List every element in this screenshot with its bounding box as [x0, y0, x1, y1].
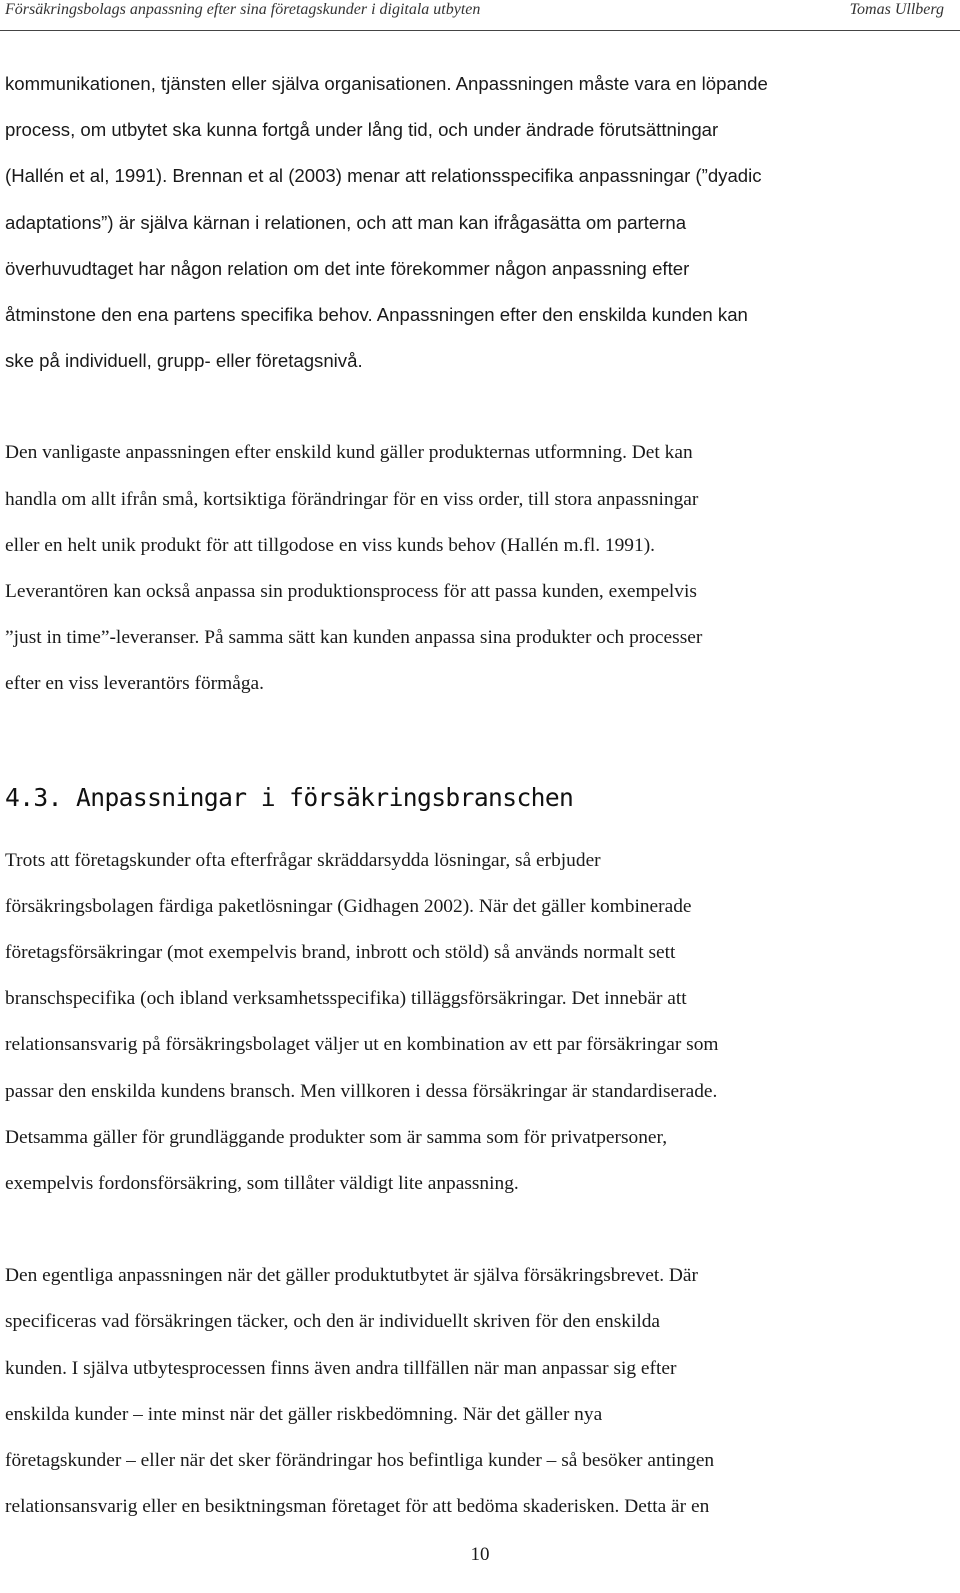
- section-heading: 4.3. Anpassningar i försäkringsbranschen: [5, 782, 574, 812]
- document-author: Tomas Ullberg: [849, 1, 944, 18]
- document-title: Försäkringsbolags anpassning efter sina företagskunder i digitala utbyten: [5, 1, 481, 18]
- page-body: [5, 61, 947, 1530]
- paragraph-relation-adaptations: kommunikationen, tjänsten eller själva organisationen. Anpassningen måste vara en löpande process, om utbytet ska kunna fortgå under lång tid, och under ändrade förutsättningar (Hallén et al, 1991). Brennan et al (2003) menar att relationsspecifika anpassningar (”dyadic adaptations”) är själva kärnan i relationen, och att man kan ifrågasätta om parterna överhuvudtaget har någon relation om det inte förekommer någon anpassning efter åtminstone den ena partens specifika behov. Anpassningen efter den enskilda kunden kan ske på individuell, grupp- eller företagsnivå.: [5, 73, 768, 372]
- paragraph-insurance-letter: Den egentliga anpassningen när det gäller produktutbytet är själva försäkringsbrevet. Där specificeras vad försäkringen täcker, och den är individuellt skriven för den enskilda kunden. I själva utbytesprocessen finns även andra tillfällen när man anpassar sig efter enskilda kunder – inte minst när det gäller riskbedömning. När det gäller nya företagskunder – eller när det sker förändringar hos befintliga kunder – så besöker antingen relationsansvarig eller en besiktningsman företaget för att bedöma skaderisken. Detta är en: [5, 1265, 715, 1518]
- paragraph-insurance-packages: Trots att företagskunder ofta efterfrågar skräddarsydda lösningar, så erbjuder försäkringsbolagen färdiga paketlösningar (Gidhagen 2002). När det gäller kombinerade företagsförsäkringar (mot exempelvis brand, inbrott och stöld) så används normalt sett branschspecifika (och ibland verksamhetsspecifika) tilläggsförsäkringar. Det innebär att relationsansvarig på försäkringsbolaget väljer ut en kombination av ett par försäkringar som passar den enskilda kundens bransch. Men villkoren i dessa försäkringar är standardiserade. Detsamma gäller för grundläggande produkter som är samma som för privatpersoner, exempelvis fordonsförsäkring, som tillåter väldigt lite anpassning.: [5, 849, 719, 1195]
- header-divider: [0, 30, 960, 31]
- page-header: [0, 0, 960, 34]
- paragraph-product-adaptations: Den vanligaste anpassningen efter enskild kund gäller produkternas utformning. Det kan handla om allt ifrån små, kortsiktiga förändringar för en viss order, till stora anpassningar eller en helt unik produkt för att tillgodose en viss kunds behov (Hallén m.fl. 1991). Leverantören kan också anpassa sin produktionsprocess för att passa kunden, exempelvis ”just in time”-leveranser. På samma sätt kan kunden anpassa sina produkter och processer efter en viss leverantörs förmåga.: [5, 442, 703, 695]
- page-number: 10: [470, 1544, 490, 1565]
